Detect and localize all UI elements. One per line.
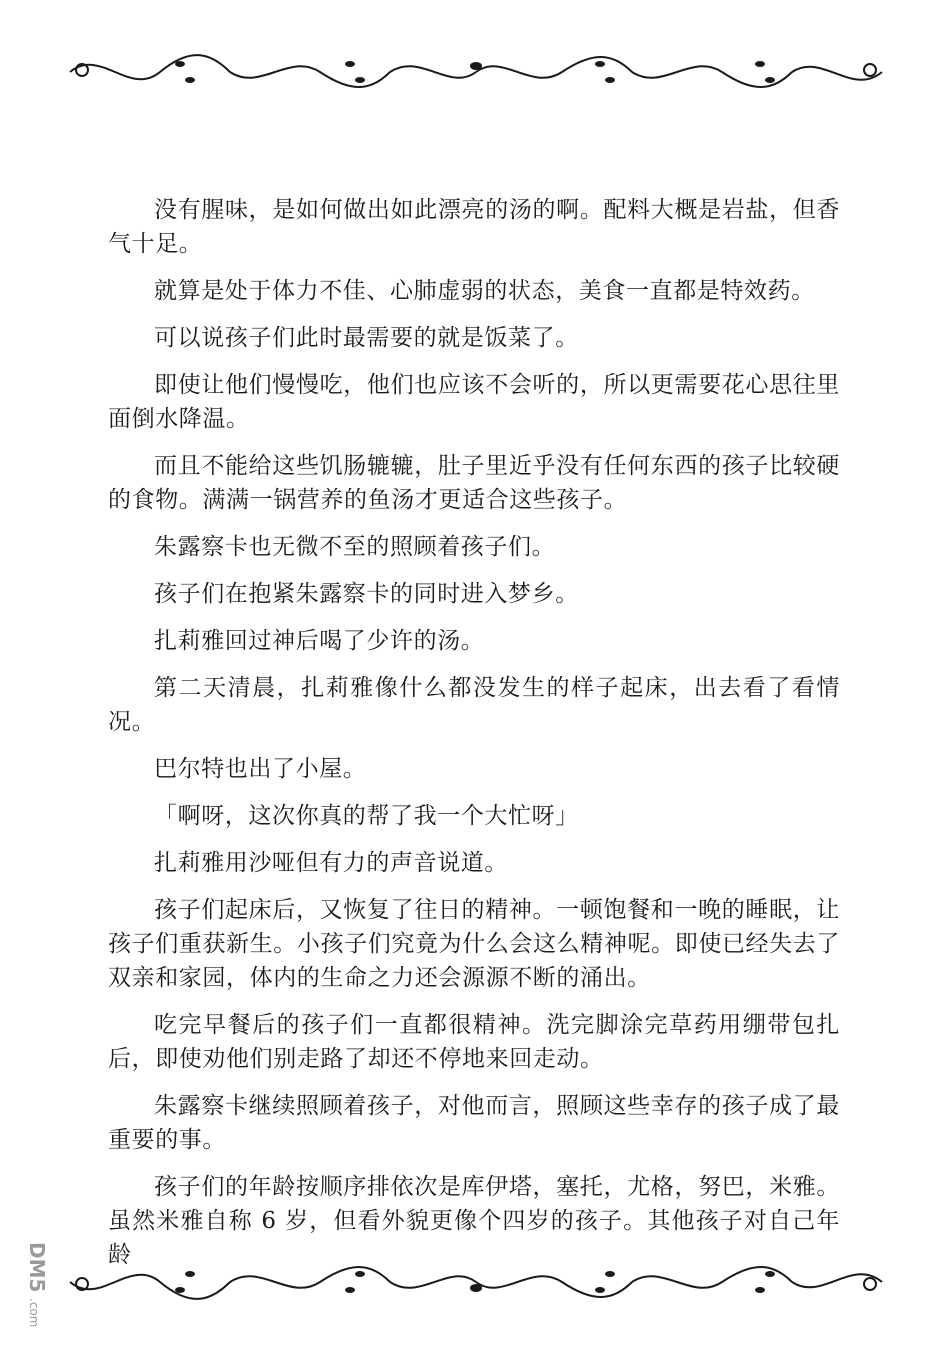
paragraph: 第二天清晨，扎莉雅像什么都没发生的样子起床，出去看了看情况。 [108,675,840,735]
dialogue-paragraph: 「啊呀，这次你真的帮了我一个大忙呀」 [154,803,579,829]
paragraph: 就算是处于体力不佳、心肺虚弱的状态，美食一直都是特效药。 [154,278,815,304]
watermark-domain: .com [27,1298,41,1328]
paragraph: 而且不能给这些饥肠辘辘，肚子里近乎没有任何东西的孩子比较硬的食物。满满一锅营养的鱼汤才更适合这些孩子。 [108,453,840,513]
paragraph: 没有腥味，是如何做出如此漂亮的汤的啊。配料大概是岩盐，但香气十足。 [108,197,840,257]
paragraph: 孩子们在抱紧朱露察卡的同时进入梦乡。 [154,581,579,607]
paragraph: 可以说孩子们此时最需要的就是饭菜了。 [154,325,579,351]
paragraph: 孩子们的年龄按顺序排依次是库伊塔，塞托，尤格，努巴，米雅。虽然米雅自称 6 岁，但看外貌更像个四岁的孩子。其他孩子对自己年龄 [108,1174,840,1268]
paragraph: 即使让他们慢慢吃，他们也应该不会听的，所以更需要花心思往里面倒水降温。 [108,372,840,432]
chapter-body [108,193,840,1285]
paragraph: 孩子们起床后，又恢复了往日的精神。一顿饱餐和一晚的睡眠，让孩子们重获新生。小孩子们究竟为什么会这么精神呢。即使已经失去了双亲和家园，体内的生命之力还会源源不断的涌出。 [108,897,840,991]
dm5-watermark [6,1238,49,1348]
watermark-brand: DM5 [25,1242,49,1293]
paragraph: 巴尔特也出了小屋。 [154,756,367,782]
vine-ornament-bottom-icon [60,1252,892,1312]
paragraph: 朱露察卡也无微不至的照顾着孩子们。 [154,534,556,560]
paragraph: 扎莉雅回过神后喝了少许的汤。 [154,628,485,654]
paragraph: 朱露察卡继续照顾着孩子，对他而言，照顾这些幸存的孩子成了最重要的事。 [108,1093,840,1153]
paragraph: 吃完早餐后的孩子们一直都很精神。洗完脚涂完草药用绷带包扎后，即使劝他们别走路了却还不停地来回走动。 [108,1012,840,1072]
vine-ornament-top-icon [60,42,892,102]
paragraph: 扎莉雅用沙哑但有力的声音说道。 [154,850,508,876]
